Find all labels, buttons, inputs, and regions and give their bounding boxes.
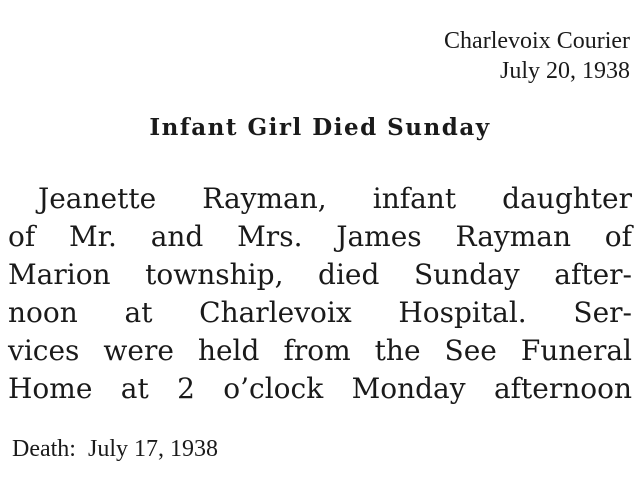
article-line: Home at 2 o’clock Monday afternoon [8,372,632,405]
article-body [8,180,632,408]
article-line: vices were held from the See Funeral [8,334,632,367]
publication-date: July 20, 1938 [499,58,630,84]
article-line: noon at Charlevoix Hospital. Ser- [8,296,632,329]
article-line: Marion township, died Sunday after- [8,258,632,291]
article-line: of Mr. and Mrs. James Rayman of [8,220,632,253]
publication-name: Charlevoix Courier [444,28,630,54]
article-headline: Infant Girl Died Sunday [149,114,491,141]
death-date-note: Death: July 17, 1938 [12,436,218,462]
source-block [444,26,630,86]
article-line: Jeanette Rayman, infant daughter [38,182,632,215]
